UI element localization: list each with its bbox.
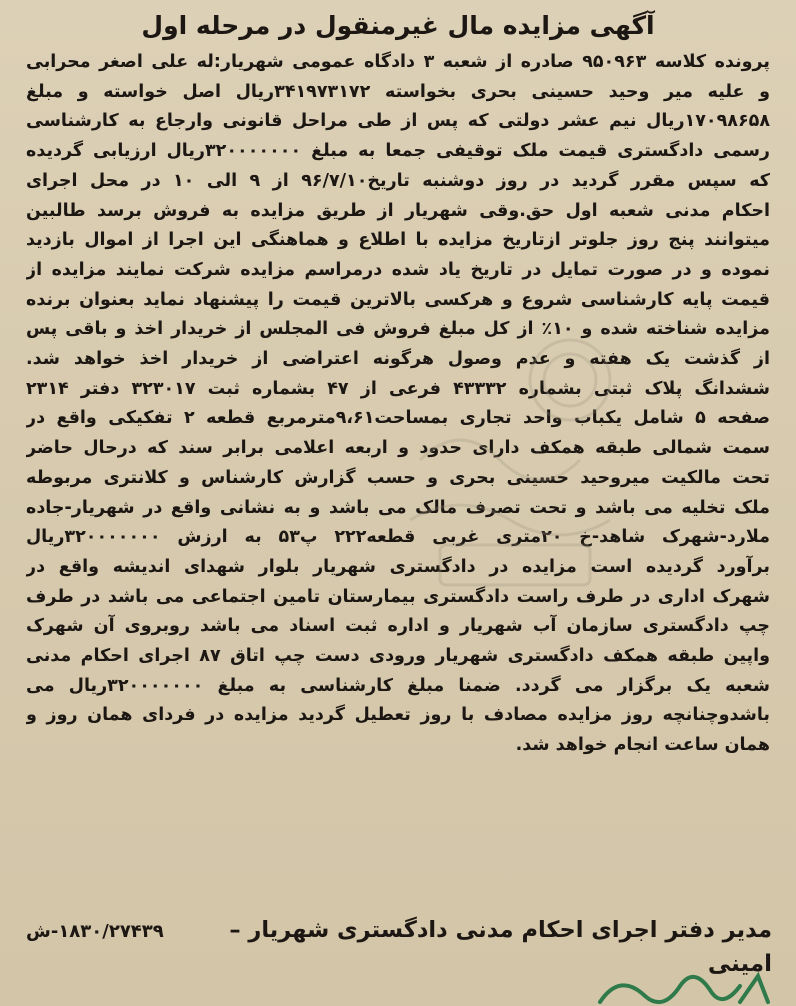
notice-line: احکام مدنی شعبه اول حق.وقی شهریار از طریق مزایده به فروش برسد طالبین bbox=[26, 200, 770, 221]
notice-number: ۱۸۳۰/۲۷۴۳۹-ش bbox=[26, 921, 164, 942]
notice-line: ششدانگ پلاک ثبتی بشماره ۴۳۳۳۲ فرعی از ۴۷ بشماره ثبت ۳۲۳۰۱۷ دفتر ۲۳۱۴ bbox=[26, 378, 770, 399]
notice-body bbox=[26, 48, 770, 761]
notice-title: آگهی مزایده مال غیرمنقول در مرحله اول bbox=[141, 11, 655, 40]
notice-line: همان ساعت انجام خواهد شد. bbox=[515, 735, 770, 756]
notice-line: نموده و در صورت تمایل در تاریخ یاد شده درمراسم مزایده شرکت نمایند مزایده از bbox=[26, 259, 770, 280]
signature-row bbox=[26, 917, 772, 943]
notice-line: پرونده کلاسه ۹۵۰۹۶۳ صادره از شعبه ۳ دادگاه عمومی شهریار:له علی اصغر محرابی bbox=[26, 52, 770, 72]
notice-line: که سپس مقرر گردید در روز دوشنبه تاریخ۹۶/۷/۱۰ از ۹ الی ۱۰ در محل اجرای bbox=[26, 170, 770, 191]
signature-title: مدیر دفتر اجرای احکام مدنی دادگستری شهریار – bbox=[229, 917, 772, 943]
green-stamp-mark bbox=[590, 962, 780, 1006]
signatory-name: امینی bbox=[707, 951, 772, 977]
notice-line: باشدوچنانچه روز مزایده مصادف با روز تعطیل گردید مزایده در فردای همان روز و bbox=[26, 705, 770, 726]
notice-line: رسمی دادگستری قیمت ملک توقیفی جمعا به مبلغ ۳۲۰۰۰۰۰۰۰ریال ارزیابی گردیده bbox=[26, 141, 770, 162]
notice-line: قیمت پایه کارشناسی شروع و هرکسی بالاترین قیمت را پیشنهاد نماید بعنوان برنده bbox=[26, 289, 770, 310]
notice-line: از گذشت یک هفته و عدم وصول هرگونه اعتراضی از خریدار اخذ خواهد شد. bbox=[26, 349, 770, 370]
notice-line: ملارد-شهرک شاهد-خ ۲۰متری غربی قطعه۲۲۲ پ۵۳ به ارزش ۳۲۰۰۰۰۰۰۰ریال bbox=[26, 527, 770, 548]
notice-line: برآورد گردیده است مزایده در دادگستری شهریار بلوار شهدای اندیشه واقع در bbox=[26, 556, 770, 577]
notice-line: و علیه میر وحید حسینی بحری بخواسته ۳۴۱۹۷۳۱۷۲ریال اصل خواسته و مبلغ bbox=[26, 81, 770, 102]
notice-line: میتوانند پنج روز جلوتر ازتاریخ مزایده با اطلاع و هماهنگی این اجرا از اموال بازدید bbox=[26, 230, 770, 251]
notice-line: شهرک اداری در طرف راست دادگستری بیمارستان تامین اجتماعی می باشد در طرف bbox=[26, 586, 770, 607]
notice-line: واپین طبقه همکف دادگستری شهریار ورودی دست چپ اتاق ۸۷ اجرای احکام مدنی bbox=[26, 646, 770, 667]
notice-line: چپ دادگستری سازمان آب شهریار و اداره ثبت اسناد می باشد روبروی آن شهرک bbox=[26, 616, 770, 637]
notice-line: سمت شمالی طبقه همکف دارای حدود و اربعه اعلامی برابر سند که درحال حاضر bbox=[26, 438, 770, 459]
notice-line: ۱۷۰۹۸۶۵۸ریال نیم عشر دولتی که پس از طی مراحل قانونی وارجاع به کارشناسی bbox=[26, 111, 770, 132]
notice-line: ملک تخلیه می باشد و تحت تصرف مالک می باشد و به نشانی واقع در شهریار-جاده bbox=[26, 497, 770, 518]
notice-line: صفحه ۵ شامل یکباب واحد تجاری بمساحت۹،۶۱مترمربع قطعه ۲ تفکیکی واقع در bbox=[26, 408, 770, 429]
notice-line: مزایده شناخته شده و ۱۰٪ از کل مبلغ فروش فی المجلس از خریدار اخذ و باقی پس bbox=[26, 319, 770, 340]
notice-line: تحت مالکیت میروحید حسینی بحری و حسب گزارش کارشناس و کلانتری مربوطه bbox=[26, 467, 770, 488]
notice-line: شعبه یک برگزار می گردد. ضمنا مبلغ کارشناسی به مبلغ ۳۲۰۰۰۰۰۰۰ریال می bbox=[26, 675, 770, 696]
